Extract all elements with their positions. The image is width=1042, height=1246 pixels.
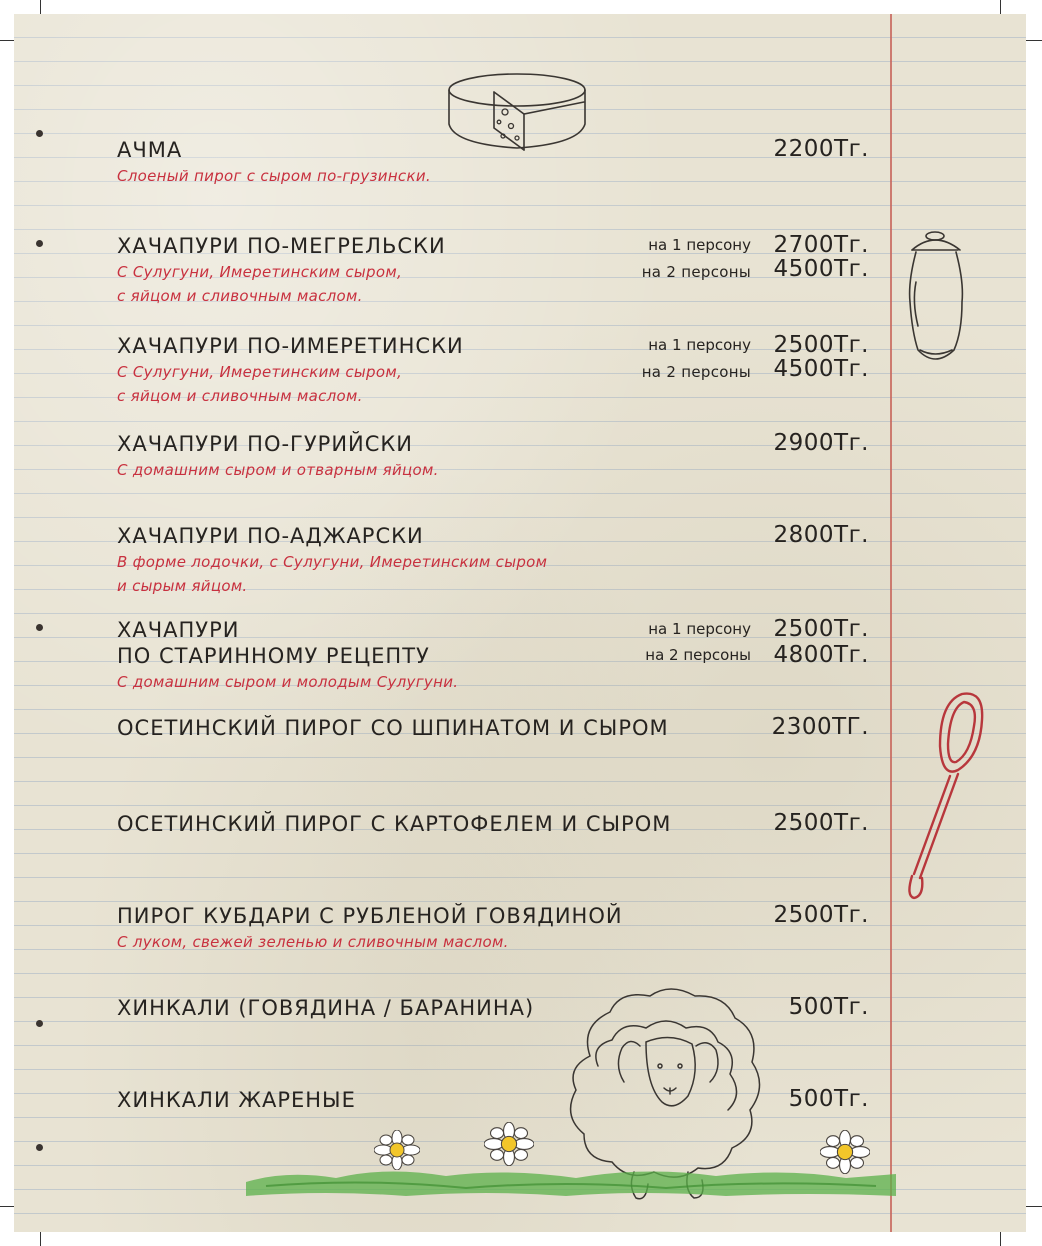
menu-page — [14, 14, 1026, 1232]
binder-hole — [36, 130, 43, 137]
item-price: 2300ТГ. — [771, 714, 869, 740]
item-price: 2800Тг. — [773, 522, 869, 548]
item-name: ХАЧАПУРИ ПО-МЕГРЕЛЬСКИ — [117, 234, 446, 258]
spoon-icon — [892, 686, 992, 912]
item-price: 2700Тг. — [773, 232, 869, 258]
item-name: ХАЧАПУРИ ПО-АДЖАРСКИ — [117, 524, 424, 548]
item-description: С Сулугуни, Имеретинским сыром, — [117, 263, 403, 281]
menu-item-achma — [117, 138, 869, 188]
menu-item-khachapuri-imeretinski — [117, 334, 869, 408]
item-name: ХАЧАПУРИ ПО-ИМЕРЕТИНСКИ — [117, 334, 464, 358]
portion-label: на 2 персоны — [641, 363, 751, 381]
item-description: В форме лодочки, с Сулугуни, Имеретинским сыром — [117, 553, 548, 571]
portion-label: на 1 персону — [648, 336, 751, 354]
menu-item-khinkali-fried — [117, 1088, 869, 1114]
menu-item-khinkali — [117, 996, 869, 1022]
item-description: с яйцом и сливочным маслом. — [117, 387, 363, 405]
binder-hole — [36, 1144, 43, 1151]
portion-label: на 2 персоны — [645, 646, 751, 664]
item-description: С домашним сыром и молодым Сулугуни. — [117, 673, 459, 691]
binder-hole — [36, 624, 43, 631]
menu-item-khachapuri-megrelski — [117, 234, 869, 308]
menu-item-kubdari — [117, 904, 869, 954]
daisy-icon — [374, 1130, 420, 1170]
item-description: Слоеный пирог с сыром по-грузински. — [117, 167, 431, 185]
daisy-icon — [820, 1130, 870, 1174]
portion-label: на 1 персону — [648, 620, 751, 638]
item-price: 2900Тг. — [773, 430, 869, 456]
item-name: ХАЧАПУРИ — [117, 618, 240, 642]
item-description: С луком, свежей зеленью и сливочным маслом. — [117, 933, 509, 951]
binder-hole — [36, 240, 43, 247]
item-price: 2200Тг. — [773, 136, 869, 162]
item-price: 500Тг. — [788, 1086, 869, 1112]
item-name: ОСЕТИНСКИЙ ПИРОГ С КАРТОФЕЛЕМ И СЫРОМ — [117, 812, 672, 836]
item-description: и сырым яйцом. — [117, 577, 248, 595]
item-name: ХИНКАЛИ (ГОВЯДИНА / БАРАНИНА) — [117, 996, 535, 1020]
item-name: ХАЧАПУРИ ПО-ГУРИЙСКИ — [117, 432, 414, 456]
daisy-icon — [484, 1122, 534, 1166]
menu-item-ossetian-pie-spinach — [117, 716, 869, 742]
item-name: ПИРОГ КУБДАРИ С РУБЛЕНОЙ ГОВЯДИНОЙ — [117, 904, 623, 928]
menu-item-khachapuri-old-recipe — [117, 618, 869, 694]
menu-item-ossetian-pie-potato — [117, 812, 869, 838]
margin-line — [890, 14, 892, 1232]
item-description: С домашним сыром и отварным яйцом. — [117, 461, 439, 479]
item-price: 500Тг. — [788, 994, 869, 1020]
item-price: 2500Тг. — [773, 332, 869, 358]
item-name: АЧМА — [117, 138, 183, 162]
jug-icon — [898, 222, 972, 372]
menu-item-khachapuri-adjarski — [117, 524, 869, 598]
binder-hole — [36, 1020, 43, 1027]
item-price: 2500Тг. — [773, 902, 869, 928]
item-price: 2500Тг. — [773, 616, 869, 642]
item-price: 4500Тг. — [773, 356, 869, 382]
portion-label: на 2 персоны — [641, 263, 751, 281]
menu-item-khachapuri-guriyski — [117, 432, 869, 482]
item-description: С Сулугуни, Имеретинским сыром, — [117, 363, 403, 381]
item-price: 2500Тг. — [773, 810, 869, 836]
item-name: ХИНКАЛИ ЖАРЕНЫЕ — [117, 1088, 356, 1112]
item-name: ПО СТАРИННОМУ РЕЦЕПТУ — [117, 644, 430, 668]
item-price: 4800Тг. — [773, 642, 869, 668]
item-description: с яйцом и сливочным маслом. — [117, 287, 363, 305]
grass-icon — [246, 1152, 896, 1200]
portion-label: на 1 персону — [648, 236, 751, 254]
item-name: ОСЕТИНСКИЙ ПИРОГ СО ШПИНАТОМ И СЫРОМ — [117, 716, 669, 740]
item-price: 4500Тг. — [773, 256, 869, 282]
